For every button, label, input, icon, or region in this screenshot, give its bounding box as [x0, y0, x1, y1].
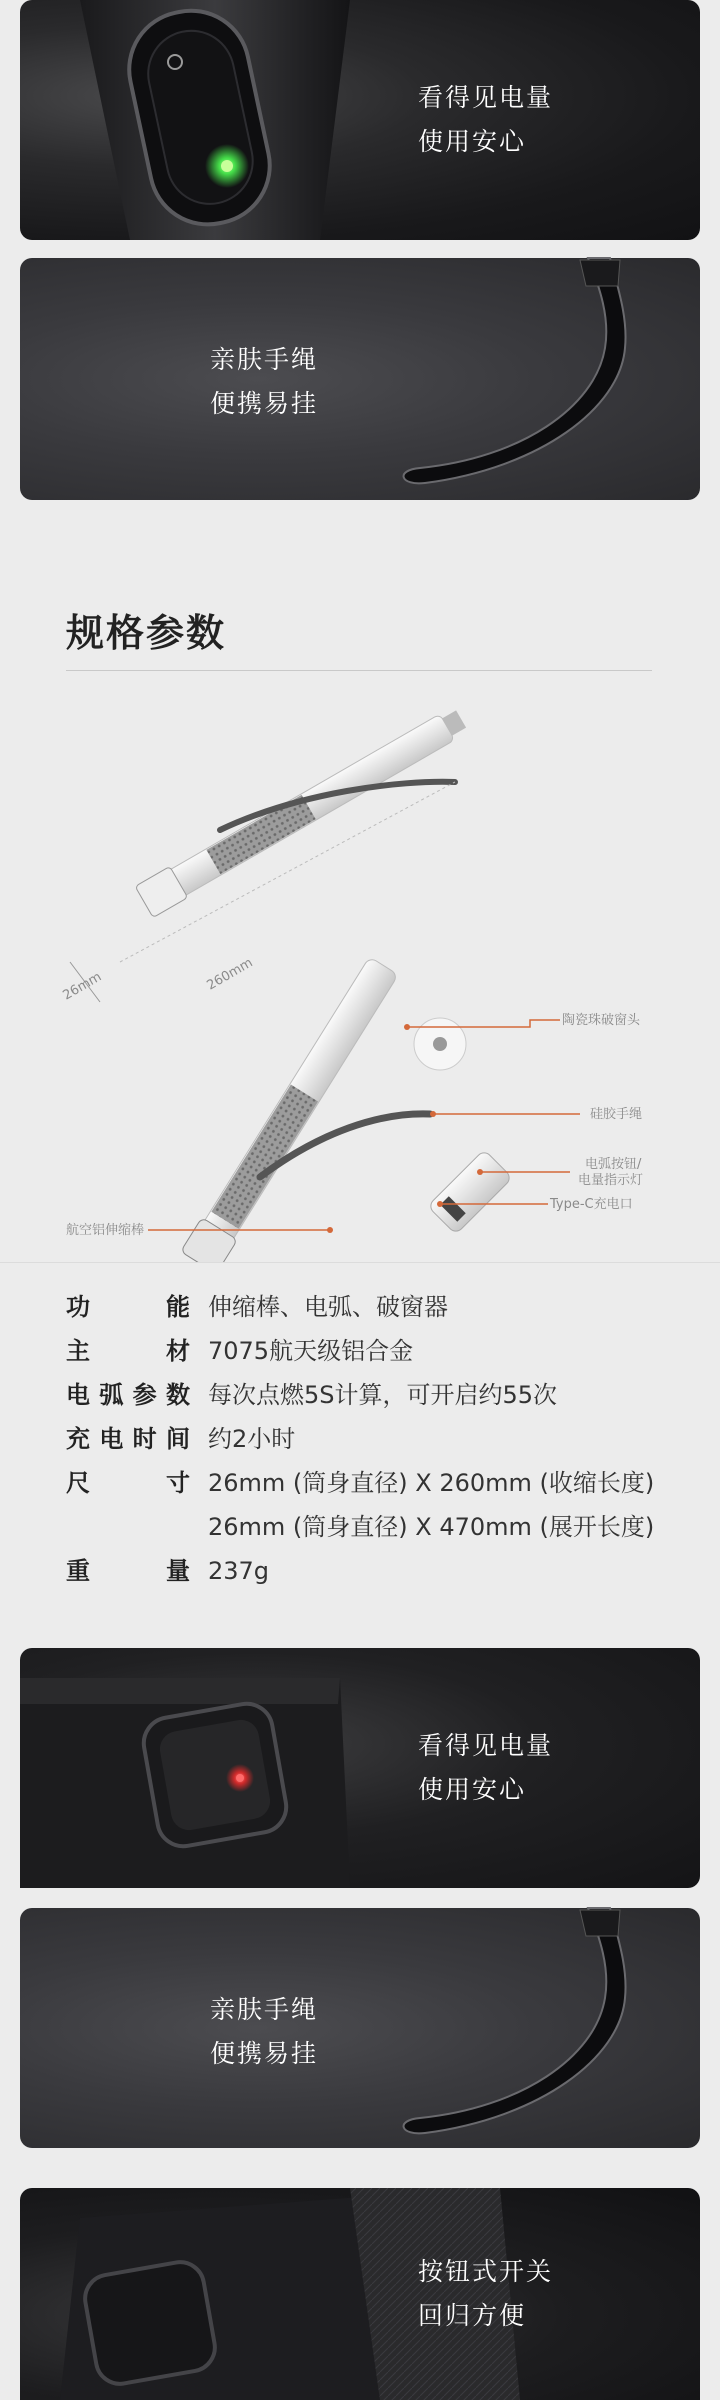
spec-value: 伸缩棒、电弧、破窗器	[208, 1293, 448, 1321]
callout-arc-button-l2: 电量指示灯	[578, 1173, 644, 1188]
flashlight-button-image	[20, 1648, 700, 1888]
spec-key: 尺寸	[66, 1469, 190, 1497]
spec-section	[0, 522, 720, 1262]
spec-key: 主材	[66, 1337, 190, 1365]
strap-banner	[20, 258, 700, 500]
spec-value: 7075航天级铝合金	[208, 1337, 414, 1365]
panel5-line2: 回归方便	[418, 2301, 527, 2330]
callout-type-c: Type-C充电口	[550, 1197, 633, 1212]
spec-table	[0, 1262, 720, 1632]
callout-arc-button-l1: 电弧按钮/	[585, 1157, 642, 1172]
dim-length: 260mm	[204, 955, 256, 994]
product-diagram	[0, 672, 720, 1272]
callout-silicone-strap: 硅胶手绳	[590, 1107, 643, 1122]
panel1-line2: 使用安心	[418, 127, 527, 156]
spec-value: 每次点燃5S计算，可开启约55次	[208, 1381, 558, 1409]
spec-value: 约2小时	[208, 1425, 296, 1453]
dim-diameter: 26mm	[60, 969, 105, 1004]
spec-value: 26mm (筒身直径) X 260mm (收缩长度)	[208, 1469, 655, 1497]
spec-value: 26mm (筒身直径) X 470mm (展开长度)	[208, 1513, 655, 1541]
panel1-line1: 看得见电量	[418, 83, 554, 112]
battery-indicator-banner-2	[20, 1648, 700, 1888]
flashlight-switch-image	[20, 2188, 700, 2400]
callout-aluminum-rod: 航空铝伸缩棒	[66, 1223, 145, 1238]
spec-key: 重量	[66, 1557, 190, 1585]
flashlight-product-image	[20, 0, 700, 240]
callout-ceramic-bead: 陶瓷珠破窗头	[562, 1013, 641, 1028]
spec-value: 237g	[208, 1557, 270, 1585]
battery-indicator-banner	[20, 0, 700, 240]
panel4-line2: 便携易挂	[210, 2039, 319, 2068]
spec-key: 电弧参数	[66, 1381, 190, 1409]
spec-key: 功能	[66, 1293, 190, 1321]
panel5-line1: 按钮式开关	[418, 2257, 554, 2286]
spec-divider	[66, 670, 652, 671]
panel3-line2: 使用安心	[418, 1775, 527, 1804]
panel2-line1: 亲肤手绳	[210, 345, 319, 374]
spec-title: 规格参数	[66, 611, 227, 655]
panel3-line1: 看得见电量	[418, 1731, 554, 1760]
strap-image-2	[20, 1908, 700, 2148]
spec-key: 充电时间	[66, 1425, 190, 1453]
strap-banner-2	[20, 1908, 700, 2148]
dimension-drawing	[61, 703, 471, 1003]
panel2-line2: 便携易挂	[210, 389, 319, 418]
button-switch-banner	[20, 2188, 700, 2400]
strap-image	[20, 258, 700, 500]
panel4-line1: 亲肤手绳	[210, 1995, 319, 2024]
